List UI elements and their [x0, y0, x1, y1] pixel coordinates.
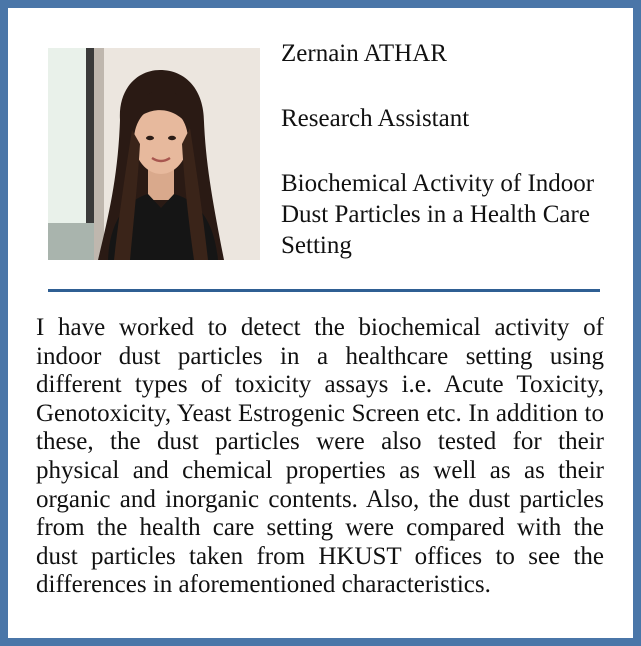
profile-photo	[48, 48, 260, 260]
person-name: Zernain ATHAR	[281, 40, 447, 67]
profile-info	[281, 38, 626, 261]
person-role: Research Assistant	[281, 105, 470, 132]
bio-paragraph: I have worked to detect the biochemical activity of indoor dust particles in a healthcare setting using different types of toxicity assays i.e. Acute Toxicity, Genotoxicity, Yeast Estrogenic Screen etc. In addition to these, the dust particles were also tested for their physical and chemical properties as well as as their organic and inorganic contents. Also, the dust particles from the health care setting were compared with the dust particles taken from HKUST offices to see the differences in aforementioned characteristics.	[36, 314, 604, 599]
section-divider	[48, 289, 600, 292]
project-title: Biochemical Activity of Indoor Dust Particles in a Health Care Setting	[281, 170, 595, 259]
